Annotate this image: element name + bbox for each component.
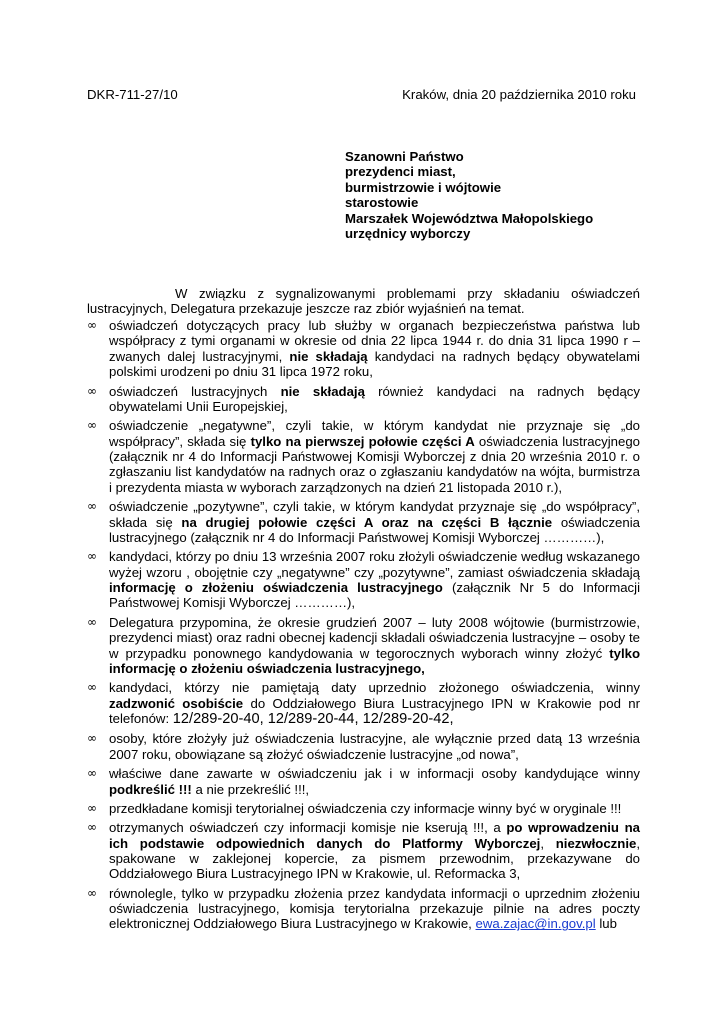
list-item: ∞ przedkładane komisji terytorialnej oświadczenia czy informacje winny być w oryginale !!! <box>87 800 622 816</box>
list-item: ∞ równolegle, tylko w przypadku złożenia przez kandydata informacji o uprzednim złożeniu oświadczenia lustracyjnego, komisja terytorialna przekazuje pilnie na adres poczty elektronicznej Oddziałowego Biura Lustracyjnego w Krakowie, ewa.zajac@in.gov.pl lub <box>87 885 640 932</box>
reference-number: DKR-711-27/10 <box>87 87 178 102</box>
infinity-bullet-icon: ∞ <box>87 549 97 564</box>
phone-numbers: 12/289-20-40, 12/289-20-44, 12/289-20-42, <box>172 711 454 728</box>
infinity-bullet-icon: ∞ <box>87 499 97 514</box>
infinity-bullet-icon: ∞ <box>87 383 97 398</box>
addressee-line: Szanowni Państwo <box>345 149 464 164</box>
infinity-bullet-icon: ∞ <box>87 800 97 815</box>
list-item: ∞ oświadczeń dotyczących pracy lub służby w organach bezpieczeństwa państwa lub współpracy z tymi organami w okresie od dnia 22 lipca 1944 r. do dnia 31 lipca 1990 r – zwanych dalej lustracyjnymi, nie składają kandydaci na radnych będący obywatelami polskimi urodzeni po dniu 31 lipca 1972 roku, <box>87 318 640 380</box>
infinity-bullet-icon: ∞ <box>87 680 97 695</box>
list-item: ∞ kandydaci, którzy po dniu 13 września 2007 roku złożyli oświadczenie według wskazanego wyżej wzoru , obojętnie czy „negatywne” czy „pozytywne”, zamiast oświadczenia składają informację o złożeniu oświadczenia lustracyjnego (załącznik Nr 5 do Informacji Państwowej Komisji Wyborczej …………), <box>87 549 641 611</box>
letter-header <box>87 87 636 103</box>
infinity-bullet-icon: ∞ <box>87 418 97 433</box>
explanations-list <box>87 318 640 936</box>
addressee-line: burmistrzowie i wójtowie <box>345 179 502 195</box>
infinity-bullet-icon: ∞ <box>87 885 97 900</box>
list-item: ∞ Delegatura przypomina, że okresie grudzień 2007 – luty 2008 wójtowie (burmistrzowie, prezydenci miast) oraz radni obecnej kadencji składali oświadczenia lustracyjne – osoby te w przypadku ponownego kandydowania w tegorocznych wyborach winny złożyć tylko informację o złożeniu oświadczenia lustracyjnego, <box>87 614 640 676</box>
addressee-line: urzędnicy wyborczy <box>345 226 471 242</box>
list-item: ∞ oświadczenie „pozytywne”, czyli takie, w którym kandydat przyznaje się „do współpracy”, składa się na drugiej połowie części A oraz na części B łącznie oświadczenia lustracyjnego (załącznik nr 4 do Informacji Państwowej Komisji Wyborczej …………), <box>87 499 640 545</box>
list-item: ∞ otrzymanych oświadczeń czy informacji komisje nie kserują !!!, a po wprowadzeniu na ich podstawie odpowiednich danych do Platformy Wyborczej, niezwłocznie, spakowane w zaklejonej kopercie, za pismem przewodnim, przekazywane do Oddziałowego Biura Lustracyjnego IPN w Krakowie, ul. Reformacka 3, <box>87 820 640 882</box>
list-item: ∞ oświadczenie „negatywne”, czyli takie, w którym kandydat nie przyznaje się „do współpracy”, składa się tylko na pierwszej połowie części A oświadczenia lustracyjnego (załącznik nr 4 do Informacji Państwowej Komisji Wyborczej z dnia 20 września 2010 r. o zgłaszaniu list kandydatów na radnych oraz o zgłaszaniu kandydatów na wójta, burmistrza i prezydenta miasta w wyborach zarządzonych na dzień 21 listopada 2010 r.), <box>87 418 640 495</box>
list-item: ∞ kandydaci, którzy nie pamiętają daty uprzednio złożonego oświadczenia, winny zadzwonić osobiście do Oddziałowego Biura Lustracyjnego IPN w Krakowie pod nr telefonów: 12/289-20-40, 12/289-20-44, 12/289-20-42, <box>87 680 640 728</box>
list-item: ∞ osoby, które złożyły już oświadczenia lustracyjne, ale wyłącznie przed datą 13 września 2007 roku, obowiązane są złożyć oświadczenie lustracyjne „od nowa”, <box>87 731 640 762</box>
list-item: ∞ właściwe dane zawarte w oświadczeniu jak i w informacji osoby kandydujące winny podkreślić !!! a nie przekreślić !!!, <box>87 766 640 797</box>
addressee-line: Marszałek Województwa Małopolskiego <box>345 210 594 226</box>
infinity-bullet-icon: ∞ <box>87 614 97 629</box>
letter-date: Kraków, dnia 20 października 2010 roku <box>402 87 636 102</box>
email-link[interactable]: ewa.zajac@in.gov.pl <box>475 916 596 932</box>
infinity-bullet-icon: ∞ <box>87 318 97 332</box>
addressee-line: starostowie <box>345 195 419 211</box>
infinity-bullet-icon: ∞ <box>87 766 97 781</box>
addressee-block <box>345 149 593 241</box>
intro-paragraph: W związku z sygnalizowanymi problemami przy składaniu oświadczeń lustracyjnych, Delegatura przekazuje jeszcze raz zbiór wyjaśnień na temat. <box>87 286 640 317</box>
infinity-bullet-icon: ∞ <box>87 820 97 835</box>
addressee-line: prezydenci miast, <box>345 164 456 180</box>
list-item: ∞ oświadczeń lustracyjnych nie składają również kandydaci na radnych będący obywatelami Unii Europejskiej, <box>87 383 640 414</box>
infinity-bullet-icon: ∞ <box>87 731 97 746</box>
